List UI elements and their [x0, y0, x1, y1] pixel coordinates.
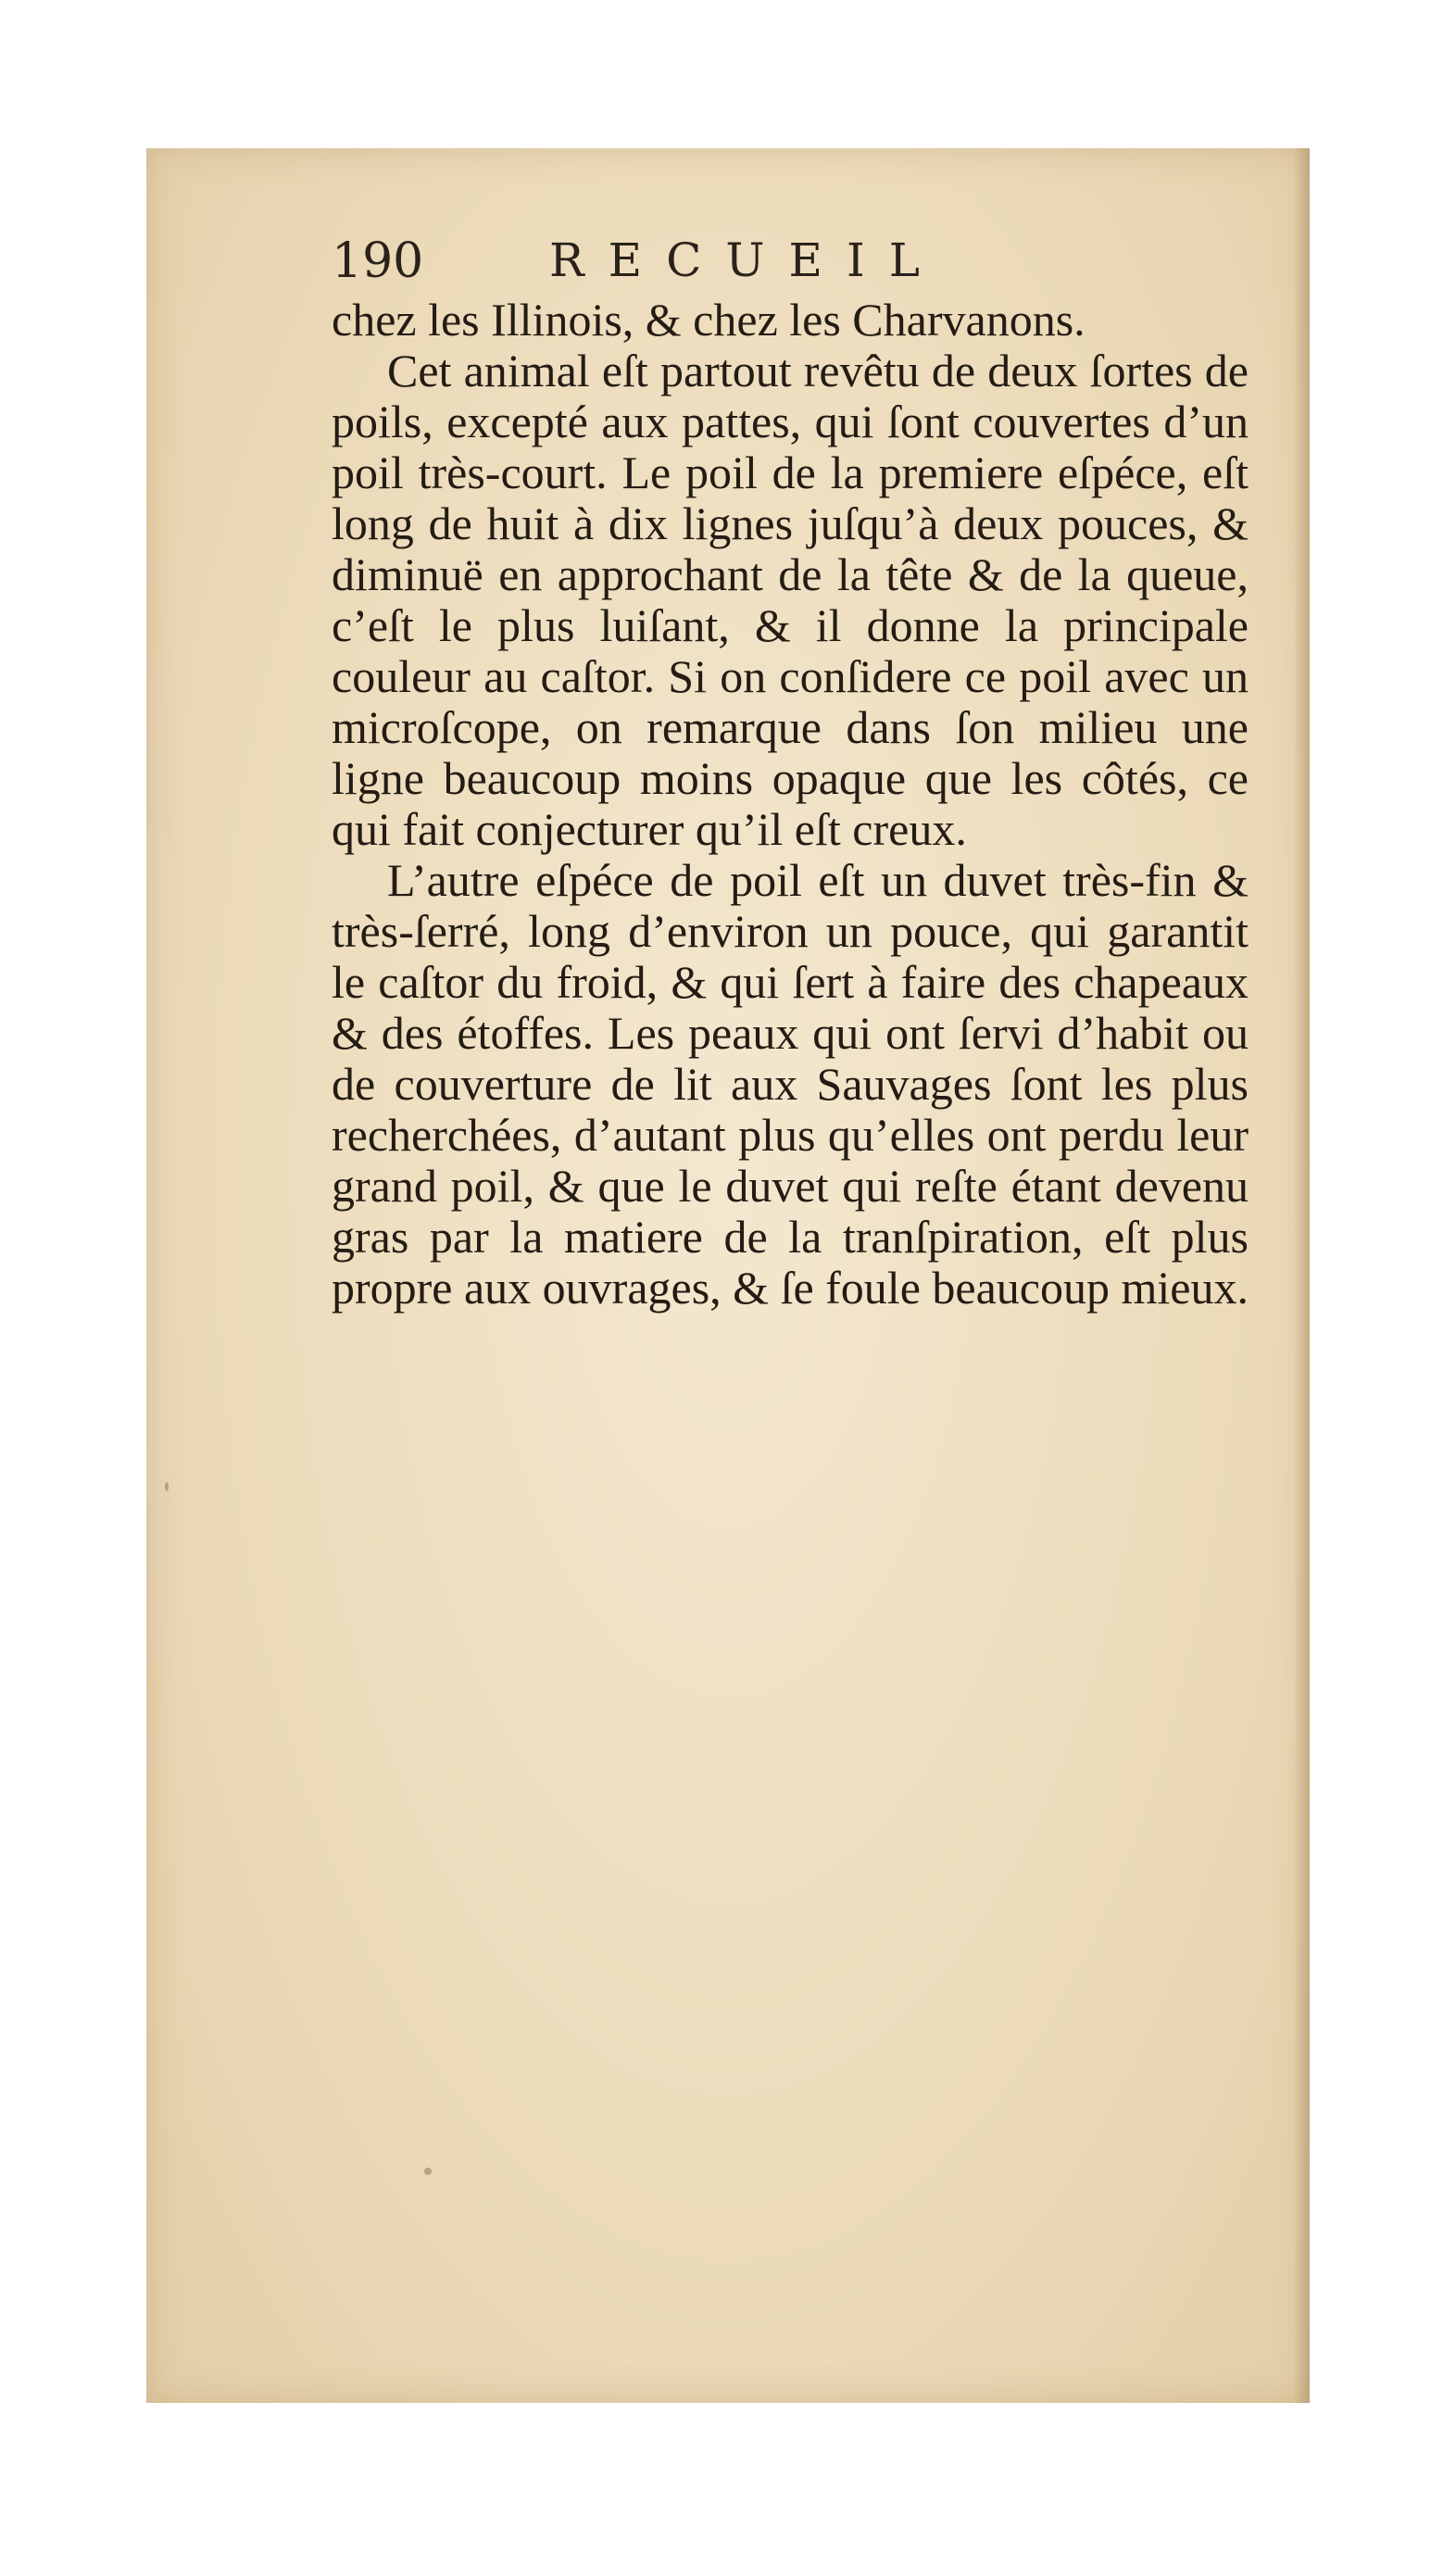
paper-speck — [424, 2168, 432, 2175]
paragraph-duvet: L’autre eſpéce de poil eſt un duvet très-fin & très-ſerré, long d’environ un pouce, qui garantit le caſtor du froid, & qui ſert à faire des chapeaux & des étoffes. Les peaux qui ont ſervi d’habit ou de couverture de lit aux Sauvages ſont les plus recherchées, d’autant plus qu’elles ont perdu leur grand poil, & que le duvet qui reſte étant devenu gras par la matiere de la tranſpiration, eſt plus propre aux ouvrages, & ſe foule beaucoup mieux. — [332, 854, 1249, 1314]
page-header — [332, 233, 1165, 298]
running-title: RECUEIL — [549, 233, 944, 287]
body-text — [332, 295, 1249, 1314]
paragraph-continuation: chez les Illinois, & chez les Charvanons. — [332, 294, 1086, 346]
page-number: 190 — [332, 233, 424, 289]
paragraph-castor-fur: Cet animal eſt partout revêtu de deux ſortes de poils, excepté aux pattes, qui ſont couvertes d’un poil très-court. Le poil de la premiere eſpéce, eſt long de huit à dix lignes juſqu’à deux pouces, & diminuë en approchant de la tête & de la queue, c’eſt le plus luiſant, & il donne la principale couleur au caſtor. Si on conſidere ce poil avec un microſcope, on remarque dans ſon milieu une ligne beaucoup moins opaque que les côtés, ce qui fait conjecturer qu’il eſt creux. — [332, 345, 1249, 855]
paper-speck — [165, 1482, 169, 1491]
book-page — [146, 148, 1310, 2403]
paper-speck — [980, 889, 985, 894]
